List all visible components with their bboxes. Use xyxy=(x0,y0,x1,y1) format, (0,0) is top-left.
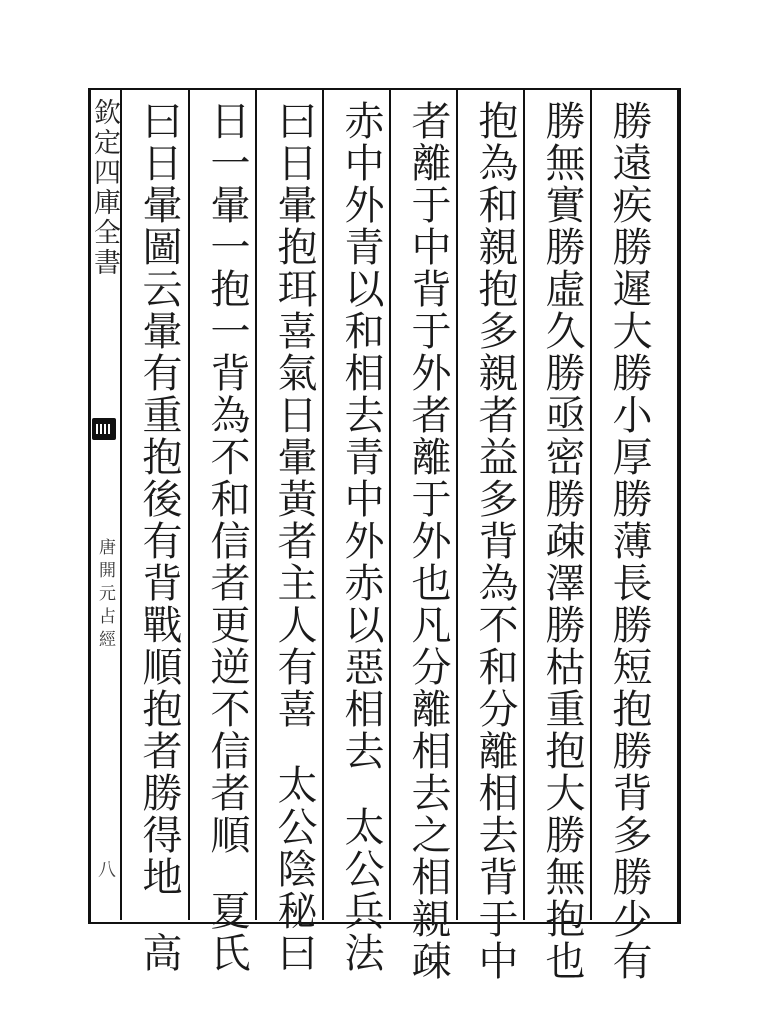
column-text: 日一暈一抱一背為不和信者更逆不信者順 xyxy=(204,100,250,856)
column-text: 抱為和親抱多親者益多背為不和分離相去背于中 xyxy=(472,100,518,982)
column-divider xyxy=(255,88,257,920)
text-column-7 xyxy=(199,100,255,974)
column-text: 勝遠疾勝遲大勝小厚勝薄長勝短抱勝背多勝少有 xyxy=(606,100,652,982)
column-text: 者離于中背于外者離于外也凡分離相去之相親疎 xyxy=(405,100,451,982)
text-column-2 xyxy=(534,100,590,982)
margin-title: 欽定四庫全書 xyxy=(89,98,120,278)
column-divider xyxy=(188,88,190,920)
column-divider xyxy=(389,88,391,920)
column-divider xyxy=(523,88,525,920)
text-column-6 xyxy=(266,100,322,974)
text-column-8 xyxy=(131,100,187,974)
text-column-4 xyxy=(400,100,456,982)
column-text: 曰日暈圖云暈有重抱後有背戰順抱者勝得地 xyxy=(136,100,182,898)
column-divider xyxy=(590,88,592,920)
margin-book-title: 唐開元占經 xyxy=(95,538,115,653)
column-citation: 太公陰秘曰 xyxy=(271,764,317,974)
fish-tail-mark xyxy=(92,418,116,440)
column-text: 勝無實勝虛久勝亟密勝疎澤勝枯重抱大勝無抱也 xyxy=(539,100,585,982)
column-divider xyxy=(120,88,122,920)
margin-strip xyxy=(88,88,120,920)
column-citation: 夏氏 xyxy=(204,890,250,974)
column-divider xyxy=(322,88,324,920)
column-citation: 太公兵法 xyxy=(338,806,384,974)
column-citation: 高 xyxy=(136,932,182,974)
margin-page-number: 八 xyxy=(95,860,116,878)
text-column-5 xyxy=(333,100,389,974)
text-column-1 xyxy=(601,100,657,982)
column-text: 赤中外青以和相去青中外赤以惡相去 xyxy=(338,100,384,772)
column-text: 曰日暈抱珥喜氣日暈黃者主人有喜 xyxy=(271,100,317,730)
text-column-3 xyxy=(467,100,523,982)
column-divider xyxy=(456,88,458,920)
